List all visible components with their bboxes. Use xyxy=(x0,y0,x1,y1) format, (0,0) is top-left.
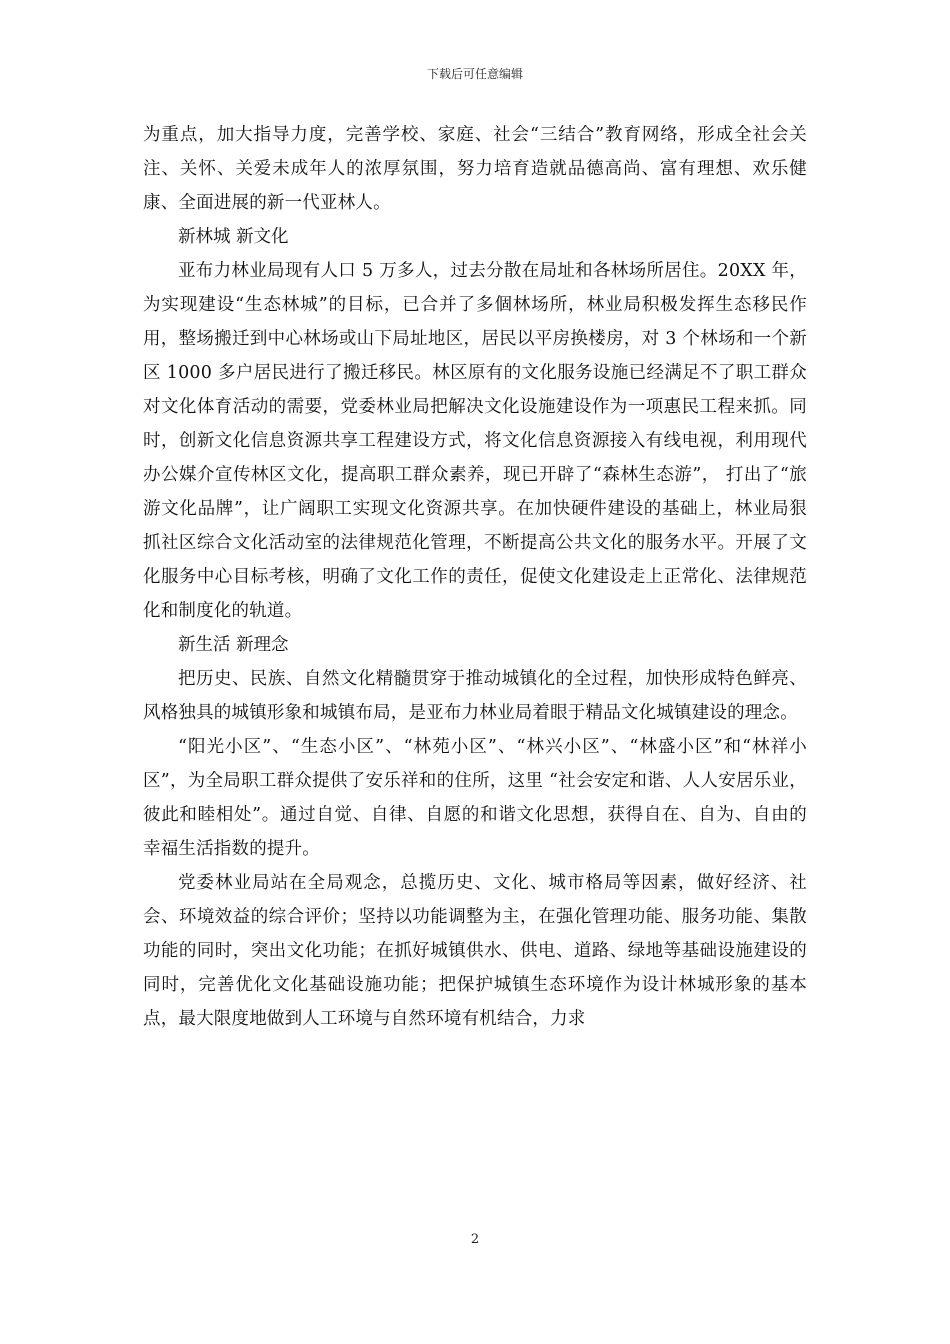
page-header: 下载后可任意编辑 xyxy=(426,67,523,81)
paragraph-urbanization-concept: 把历史、民族、自然文化精髓贯穿于推动城镇化的全过程，加快形成特色鲜亮、风格独具的城镇形象和城镇布局，是亚布力林业局着眼于精品文化城镇建设的理念。 xyxy=(143,669,807,723)
page-number: 2 xyxy=(470,1232,480,1247)
section-heading-new-life: 新生活 新理念 xyxy=(178,635,289,655)
section-heading-new-forest-city: 新林城 新文化 xyxy=(178,227,289,247)
document-body xyxy=(143,118,807,1036)
paragraph-forest-bureau-population: 亚布力林业局现有人口 5 万多人，过去分散在局址和各林场所居住。20XX 年，为实现建设“生态林城”的目标，已合并了多個林场所，林业局积极发挥生态移民作用，整场搬迁到中心林场或山下局址地区，居民以平房换楼房，对 3 个林场和一个新区 1000 多户居民进行了搬迁移民。林区原有的文化服务设施已经满足不了职工群众对文化体育活动的需要，党委林业局把解决文化设施建设作为一项惠民工程来抓。同时，创新文化信息资源共享工程建设方式，将文化信息资源接入有线电视，利用现代办公媒介宣传林区文化，提高职工群众素养，现已开辟了“森林生态游”， 打出了“旅游文化品牌”，让广阔职工实现文化资源共享。在加快硬件建设的基础上，林业局狠抓社区综合文化活动室的法律规范化管理，不断提高公共文化的服务水平。开展了文化服务中心目标考核，明确了文化工作的责任，促使文化建设走上正常化、法律规范化和制度化的轨道。 xyxy=(143,261,807,621)
paragraph-residential-districts: “阳光小区”、“生态小区”、“林苑小区”、“林兴小区”、“林盛小区”和“林祥小区”，为全局职工群众提供了安乐祥和的住所，这里 “社会安定和谐、人人安居乐业，彼此和睦相处”。通过自觉、自律、自愿的和谐文化思想，获得自在、自为、自由的幸福生活指数的提升。 xyxy=(143,737,807,859)
paragraph-party-committee: 党委林业局站在全局观念，总揽历史、文化、城市格局等因素，做好经济、社会、环境效益的综合评价；坚持以功能调整为主，在强化管理功能、服务功能、集散功能的同时，突出文化功能；在抓好城镇供水、供电、道路、绿地等基础设施建设的同时，完善优化文化基础设施功能；把保护城镇生态环境作为设计林城形象的基本点，最大限度地做到人工环境与自然环境有机结合，力求 xyxy=(143,873,807,1029)
paragraph-continuation: 为重点，加大指导力度，完善学校、家庭、社会“三结合”教育网络，形成全社会关注、关怀、关爱未成年人的浓厚氛围，努力培育造就品德高尚、富有理想、欢乐健康、全面进展的新一代亚林人。 xyxy=(143,125,807,213)
